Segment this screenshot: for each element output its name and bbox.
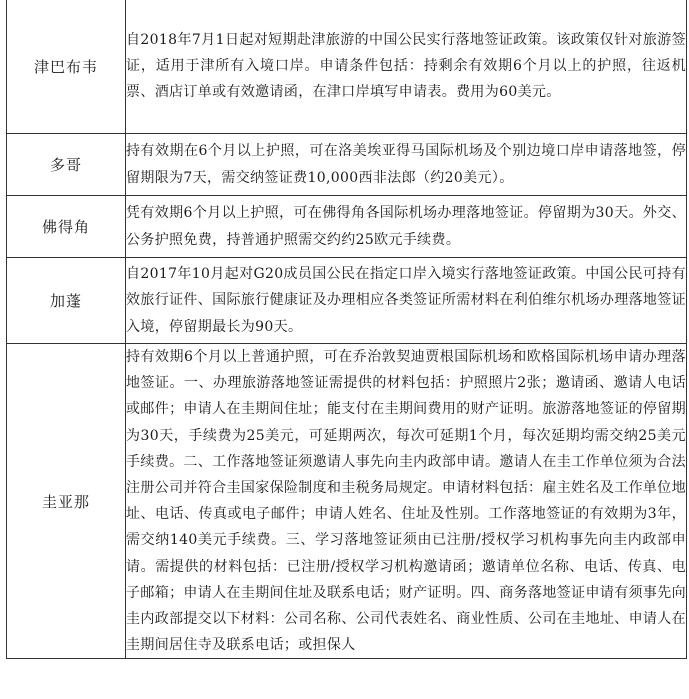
- visa-policy-table: [6, 0, 687, 659]
- policy-text: 自2018年7月1日起对短期赴津旅游的中国公民实行落地签证政策。该政策仅针对旅游签证，适用于津所有入境口岸。申请条件包括：持剩余有效期6个月以上的护照，往返机票、酒店订单或有效邀请函，在津口岸填写申请表。费用为60美元。: [126, 0, 687, 134]
- country-name: 佛得角: [7, 196, 126, 258]
- country-name: 津巴布韦: [7, 0, 126, 134]
- table-row: [7, 0, 687, 134]
- policy-text: 持有效期6个月以上普通护照，可在乔治敦契迪贾根国际机场和欧格国际机场申请办理落地签证。一、办理旅游落地签证需提供的材料包括：护照照片2张；邀请函、邀请人电话或邮件；申请人在圭期间住址；能支付在圭期间费用的财产证明。旅游落地签证的停留期为30天，手续费为25美元，可延期两次，每次可延期1个月，每次延期均需交纳25美元手续费。二、工作落地签证须邀请人事先向圭内政部申请。邀请人在圭工作单位须为合法注册公司并符合圭国家保险制度和圭税务局规定。申请材料包括：雇主姓名及工作单位地址、电话、传真或电子邮件；申请人姓名、住址及性别。工作落地签证的有效期为3年，需交纳140美元手续费。三、学习落地签证须由已注册/授权学习机构事先向圭内政部申请。需提供的材料包括：已注册/授权学习机构邀请函；邀请单位名称、电话、传真、电子邮箱；申请人在圭期间住址及联系电话；财产证明。四、商务落地签证申请有须事先向圭内政部提交以下材料：公司名称、公司代表姓名、商业性质、公司在圭地址、申请人在圭期间居住寺及联系电话；或担保人: [126, 344, 687, 659]
- country-name: 多哥: [7, 134, 126, 196]
- table-row: [7, 196, 687, 258]
- policy-text: 持有效期在6个月以上护照，可在洛美埃亚得马国际机场及个别边境口岸申请落地签，停留期限为7天，需交纳签证费10,000西非法郎（约20美元）。: [126, 134, 687, 196]
- policy-text: 凭有效期6个月以上护照，可在佛得角各国际机场办理落地签证。停留期为30天。外交、公务护照免费，持普通护照需交约约25欧元手续费。: [126, 196, 687, 258]
- table-row: [7, 344, 687, 659]
- table-row: [7, 258, 687, 344]
- country-name: 加蓬: [7, 258, 126, 344]
- country-name: 圭亚那: [7, 344, 126, 659]
- table-row: [7, 134, 687, 196]
- policy-text: 自2017年10月起对G20成员国公民在指定口岸入境实行落地签证政策。中国公民可持有效旅行证件、国际旅行健康证及办理相应各类签证所需材料在利伯维尔机场办理落地签证入境，停留期最长为90天。: [126, 258, 687, 344]
